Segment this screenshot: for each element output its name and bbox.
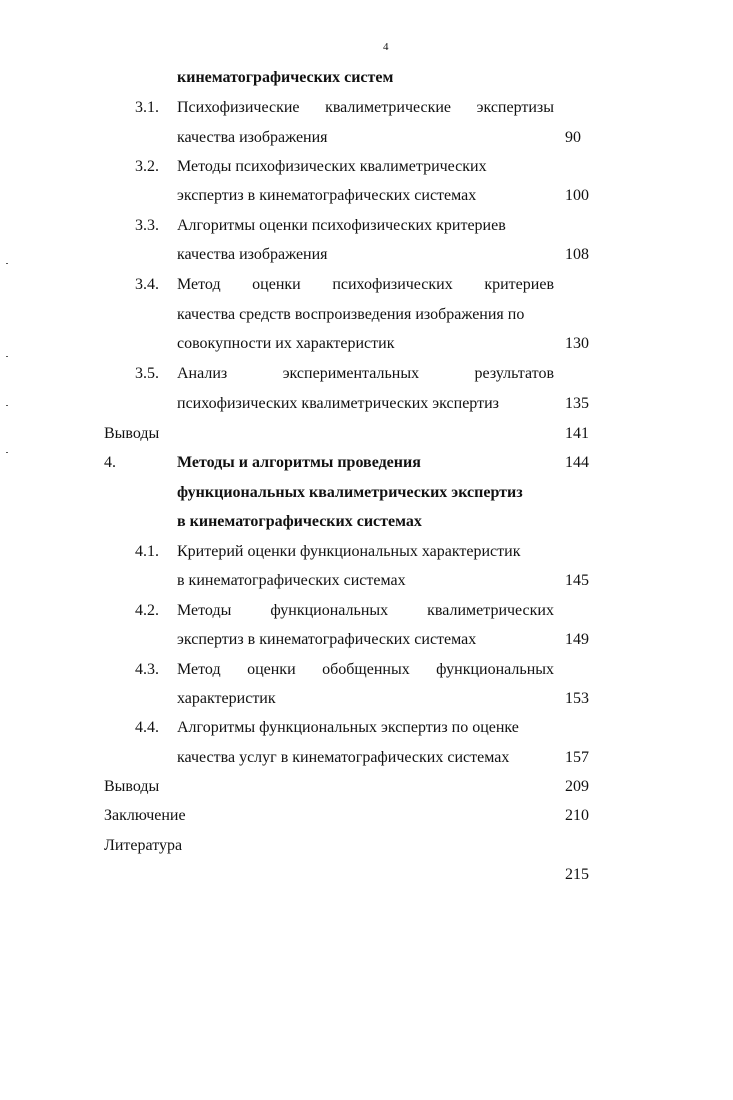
toc-4-2-title-line2: экспертиз в кинематографических системах — [177, 631, 477, 648]
toc-3-4-number: 3.4. — [135, 276, 159, 293]
scan-speck — [6, 405, 8, 406]
page-number: 4 — [383, 41, 389, 53]
toc-4-1-title-line1: Критерий оценки функциональных характеристик — [177, 543, 521, 560]
toc-4-3-title-line1 — [177, 660, 554, 680]
toc-4-1-title-line2: в кинематографических системах — [177, 572, 406, 589]
toc-conclusions-2-label: Выводы — [104, 778, 160, 795]
toc-3-3-title-line1: Алгоритмы оценки психофизических критериев — [177, 217, 506, 234]
toc-4-3-page: 153 — [565, 690, 589, 707]
toc-final-conclusion-label: Заключение — [104, 807, 186, 824]
toc-chapter-4-title-line1: Методы и алгоритмы проведения — [177, 454, 421, 471]
toc-conclusions-1-label: Выводы — [104, 425, 160, 442]
toc-4-3-word: функциональных — [436, 661, 554, 678]
toc-3-4-word: психофизических — [332, 276, 453, 293]
toc-4-3-title-line2: характеристик — [177, 690, 276, 707]
toc-chapter-4-number: 4. — [104, 454, 116, 471]
toc-3-4-title-line3: совокупности их характеристик — [177, 335, 395, 352]
toc-3-2-number: 3.2. — [135, 158, 159, 175]
toc-3-1-word: экспертизы — [476, 99, 554, 116]
toc-3-5-page: 135 — [565, 395, 589, 412]
toc-3-2-title-line2: экспертиз в кинематографических системах — [177, 187, 477, 204]
toc-3-1-number: 3.1. — [135, 99, 159, 116]
toc-4-4-title-line2: качества услуг в кинематографических системах — [177, 749, 510, 766]
toc-4-2-word: Методы — [177, 602, 232, 619]
toc-4-4-title-line1: Алгоритмы функциональных экспертиз по оценке — [177, 719, 519, 736]
toc-3-4-word: Метод — [177, 276, 221, 293]
toc-4-2-word: квалиметрических — [427, 602, 554, 619]
toc-3-3-page: 108 — [565, 246, 589, 263]
toc-4-2-title-line1 — [177, 601, 554, 621]
toc-4-3-word: Метод — [177, 661, 221, 678]
toc-chapter-4-title-line3: в кинематографических системах — [177, 513, 422, 530]
toc-4-4-page: 157 — [565, 749, 589, 766]
toc-3-5-word: результатов — [474, 365, 554, 382]
toc-4-4-number: 4.4. — [135, 719, 159, 736]
toc-3-5-title-line2: психофизических квалиметрических экспертиз — [177, 395, 499, 412]
toc-chapter-4-page: 144 — [565, 454, 589, 471]
toc-4-3-word: обобщенных — [322, 661, 410, 678]
toc-3-3-number: 3.3. — [135, 217, 159, 234]
toc-final-conclusion-page: 210 — [565, 807, 589, 824]
toc-3-2-title-line1: Методы психофизических квалиметрических — [177, 158, 487, 175]
toc-conclusions-2-page: 209 — [565, 778, 589, 795]
toc-3-5-number: 3.5. — [135, 365, 159, 382]
scan-speck — [6, 263, 8, 264]
toc-3-5-title-line1 — [177, 364, 554, 384]
scan-speck — [6, 356, 8, 357]
chapter-3-title-tail: кинематографических систем — [177, 69, 394, 86]
toc-4-1-page: 145 — [565, 572, 589, 589]
toc-3-4-page: 130 — [565, 335, 589, 352]
toc-3-4-word: критериев — [484, 276, 554, 293]
toc-conclusions-1-page: 141 — [565, 425, 589, 442]
toc-4-2-word: функциональных — [270, 602, 389, 619]
toc-3-1-title-line2: качества изображения — [177, 129, 328, 146]
toc-3-5-word: экспериментальных — [282, 365, 420, 382]
toc-references-label: Литература — [104, 837, 183, 854]
toc-chapter-4-title-line2: функциональных квалиметрических экспертиз — [177, 484, 523, 501]
toc-3-1-word: квалиметрические — [325, 99, 452, 116]
toc-4-2-page: 149 — [565, 631, 589, 648]
toc-4-2-number: 4.2. — [135, 602, 159, 619]
toc-3-5-word: Анализ — [177, 365, 228, 382]
toc-3-2-page: 100 — [565, 187, 589, 204]
toc-3-1-page: 90 — [565, 129, 581, 146]
toc-3-4-title-line1 — [177, 275, 554, 295]
toc-3-1-word: Психофизические — [177, 99, 300, 116]
toc-3-4-word: оценки — [252, 276, 301, 293]
toc-3-1-title-line1 — [177, 98, 554, 118]
toc-4-3-word: оценки — [247, 661, 296, 678]
toc-3-3-title-line2: качества изображения — [177, 246, 328, 263]
toc-4-1-number: 4.1. — [135, 543, 159, 560]
toc-3-4-title-line2: качества средств воспроизведения изображения по — [177, 306, 525, 323]
toc-4-3-number: 4.3. — [135, 661, 159, 678]
toc-references-page: 215 — [565, 866, 589, 883]
scan-speck — [6, 452, 8, 453]
